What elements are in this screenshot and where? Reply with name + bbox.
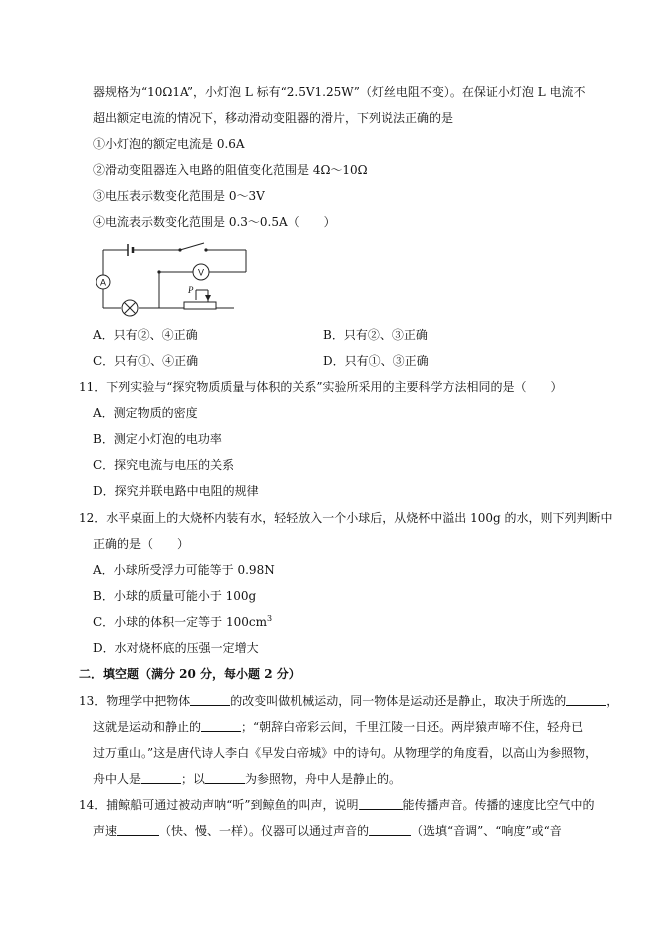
q14-line1: 14．捕鲸船可通过被动声呐“听”到鲸鱼的叫声，说明 能传播声音。传播的速度比空气中的	[79, 798, 595, 812]
q10-option-c: C．只有①、④正确	[93, 354, 199, 368]
q12-stem-line2: 正确的是（ ）	[93, 537, 190, 551]
q11-option-c: C．探究电流与电压的关系	[93, 458, 235, 472]
q11-option-d: D．探究并联电路中电阻的规律	[93, 484, 259, 498]
q13-line3: 过万重山。”这是唐代诗人李白《早发白帝城》中的诗句。从物理学的角度看，以高山为参照物，	[93, 746, 598, 760]
circuit-diagram	[96, 238, 250, 320]
blank-1	[190, 693, 230, 706]
q12-option-a: A．小球所受浮力可能等于 0.98N	[93, 563, 275, 577]
voltmeter-symbol	[193, 264, 209, 280]
q13-line4: 舟中人是 ；以 为参照物，舟中人是静止的。	[93, 772, 402, 786]
q10-statement-1: ①小灯泡的额定电流是 0.6A	[93, 137, 245, 151]
lamp-symbol	[122, 300, 138, 316]
q10-statement-2: ②滑动变阻器连入电路的阻值变化范围是 4Ω～10Ω	[93, 163, 368, 177]
blank-7	[117, 823, 159, 836]
rheostat-symbol	[184, 302, 216, 309]
q11-stem: 11．下列实验与“探究物质质量与体积的关系”实验所采用的主要科学方法相同的是（ ）	[79, 380, 563, 394]
q14-line2: 声速 （快、慢、一样）。仪器可以通过声音的 （选填“音调”、“响度”或“音	[93, 824, 562, 838]
q13-line2: 这就是运动和静止的 ；“朝辞白帝彩云间，千里江陵一日还。两岸猿声啼不住，轻舟已	[93, 720, 584, 734]
voltmeter-label: V	[197, 267, 205, 278]
q11-option-a: A．测定物质的密度	[93, 406, 198, 420]
blank-2	[566, 693, 606, 706]
blank-6	[359, 797, 403, 810]
blank-5	[205, 771, 245, 784]
section-heading: 二．填空题（满分 20 分，每小题 2 分）	[79, 667, 301, 681]
ammeter-symbol	[96, 275, 110, 289]
blank-3	[201, 719, 241, 732]
q10-statement-4: ④电流表示数变化范围是 0.3～0.5A（ ）	[93, 215, 336, 229]
blank-4	[141, 771, 181, 784]
q10-option-a: A．只有②、④正确	[93, 328, 198, 342]
q10-statement-3: ③电压表示数变化范围是 0～3V	[93, 189, 265, 203]
q13-line1: 13．物理学中把物体 的改变叫做机械运动，同一物体是运动还是静止，取决于所选的 ，	[79, 694, 619, 708]
ammeter-label: A	[99, 277, 107, 288]
q12-option-c: C．小球的体积一定等于 $100cm^3$	[93, 614, 273, 629]
q10-stem-line2: 超出额定电流的情况下，移动滑动变阻器的滑片，下列说法正确的是	[93, 111, 454, 125]
q12-stem-line1: 12．水平桌面上的大烧杯内装有水，轻轻放入一个小球后，从烧杯中溢出 100g 的水，则下列判断中	[79, 511, 613, 525]
q12-option-b: B．小球的质量可能小于 100g	[93, 589, 257, 603]
q10-option-d: D．只有①、③正确	[323, 354, 429, 368]
slider-label: P	[188, 285, 194, 295]
slider-arrow	[205, 295, 211, 301]
q10-option-b: B．只有②、③正确	[323, 328, 428, 342]
switch-blade	[180, 243, 204, 250]
q12-option-d: D．水对烧杯底的压强一定增大	[93, 641, 259, 655]
q11-option-b: B．测定小灯泡的电功率	[93, 432, 222, 446]
superscript-3: 3	[267, 614, 273, 623]
blank-8	[369, 823, 411, 836]
q10-stem-line1: 器规格为“10Ω1A”，小灯泡 L 标有“2.5V1.25W”（灯丝电阻不变）。在保证小灯泡 L 电流不	[93, 85, 586, 99]
